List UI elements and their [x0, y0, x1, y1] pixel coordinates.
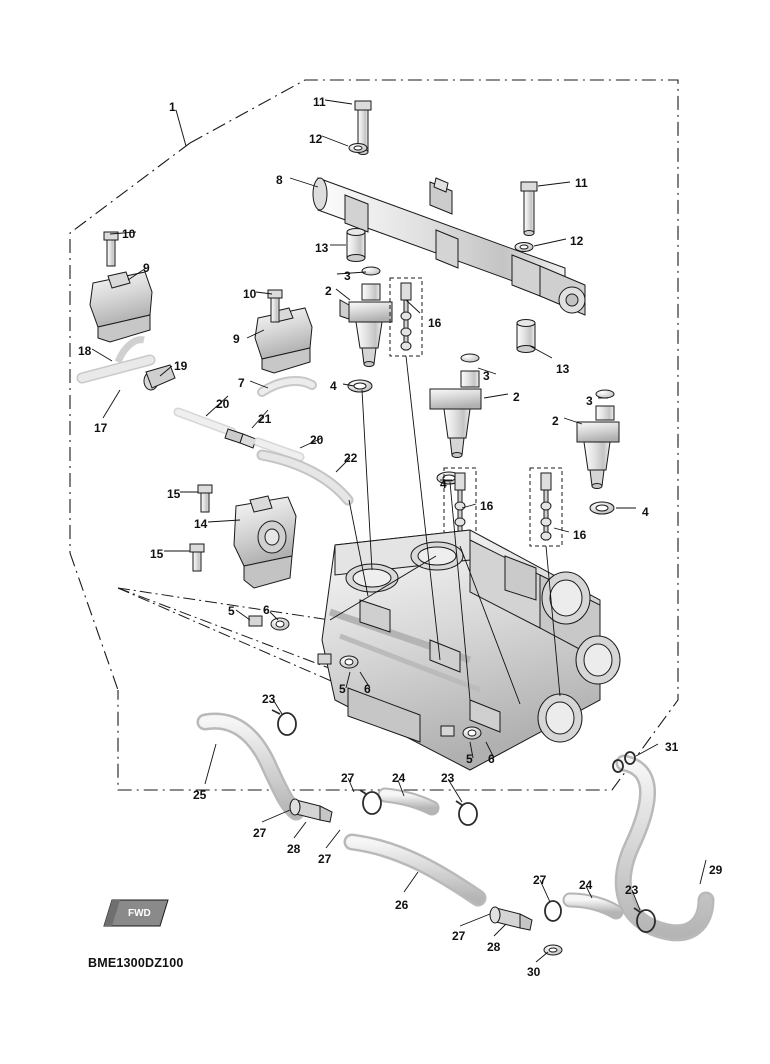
callout-number: 30 [527, 965, 541, 979]
callout-number: 23 [441, 771, 455, 785]
callout-number: 6 [263, 603, 270, 617]
callout-number: 28 [487, 940, 501, 954]
callout-number: 6 [488, 752, 495, 766]
callout-number: 31 [665, 740, 679, 754]
callout-number: 12 [570, 234, 584, 248]
callout-number: 27 [341, 771, 355, 785]
callout-number: 28 [287, 842, 301, 856]
callout-number: 29 [709, 863, 723, 877]
callout-number: 3 [344, 269, 351, 283]
callout-number: 23 [262, 692, 276, 706]
callout-number: 23 [625, 883, 639, 897]
callout-number: 2 [513, 390, 520, 404]
callout-number: 27 [318, 852, 332, 866]
fwd-direction-label: FWD [128, 908, 151, 919]
callout-number: 6 [364, 682, 371, 696]
callout-number: 20 [216, 397, 230, 411]
callout-number: 24 [579, 878, 593, 892]
callout-number: 5 [339, 682, 346, 696]
callout-number: 1 [169, 100, 176, 114]
callout-number: 27 [253, 826, 267, 840]
callout-number: 15 [167, 487, 181, 501]
callout-number: 16 [573, 528, 587, 542]
callout-number: 16 [428, 316, 442, 330]
callout-number: 7 [238, 376, 245, 390]
callout-number: 2 [552, 414, 559, 428]
callout-number: 22 [344, 451, 358, 465]
callout-number: 11 [575, 176, 588, 190]
callout-number: 14 [194, 517, 208, 531]
callout-number: 3 [483, 369, 490, 383]
callout-number: 4 [330, 379, 337, 393]
callout-number: 18 [78, 344, 92, 358]
callout-number: 3 [586, 394, 593, 408]
callout-number: 12 [309, 132, 323, 146]
callout-number: 13 [315, 241, 329, 255]
callout-number: 9 [143, 261, 150, 275]
callout-number: 4 [642, 505, 649, 519]
callout-number: 16 [480, 499, 494, 513]
callout-number: 4 [440, 477, 447, 491]
callout-number: 20 [310, 433, 324, 447]
callout-number: 11 [313, 95, 326, 109]
callout-number: 8 [276, 173, 283, 187]
callout-number: 2 [325, 284, 332, 298]
callout-number: 10 [122, 227, 136, 241]
callout-number: 9 [233, 332, 240, 346]
callout-number: 26 [395, 898, 409, 912]
callout-number: 5 [228, 604, 235, 618]
callout-number: 19 [174, 359, 188, 373]
callout-number: 27 [452, 929, 466, 943]
callout-number: 5 [466, 752, 473, 766]
callout-number: 17 [94, 421, 108, 435]
callout-number: 13 [556, 362, 570, 376]
callout-number: 24 [392, 771, 406, 785]
callout-number: 27 [533, 873, 547, 887]
callout-number: 25 [193, 788, 207, 802]
part-code-label: BME1300DZ100 [88, 956, 184, 970]
callout-number: 10 [243, 287, 257, 301]
callout-number: 21 [258, 412, 272, 426]
callout-number: 15 [150, 547, 164, 561]
